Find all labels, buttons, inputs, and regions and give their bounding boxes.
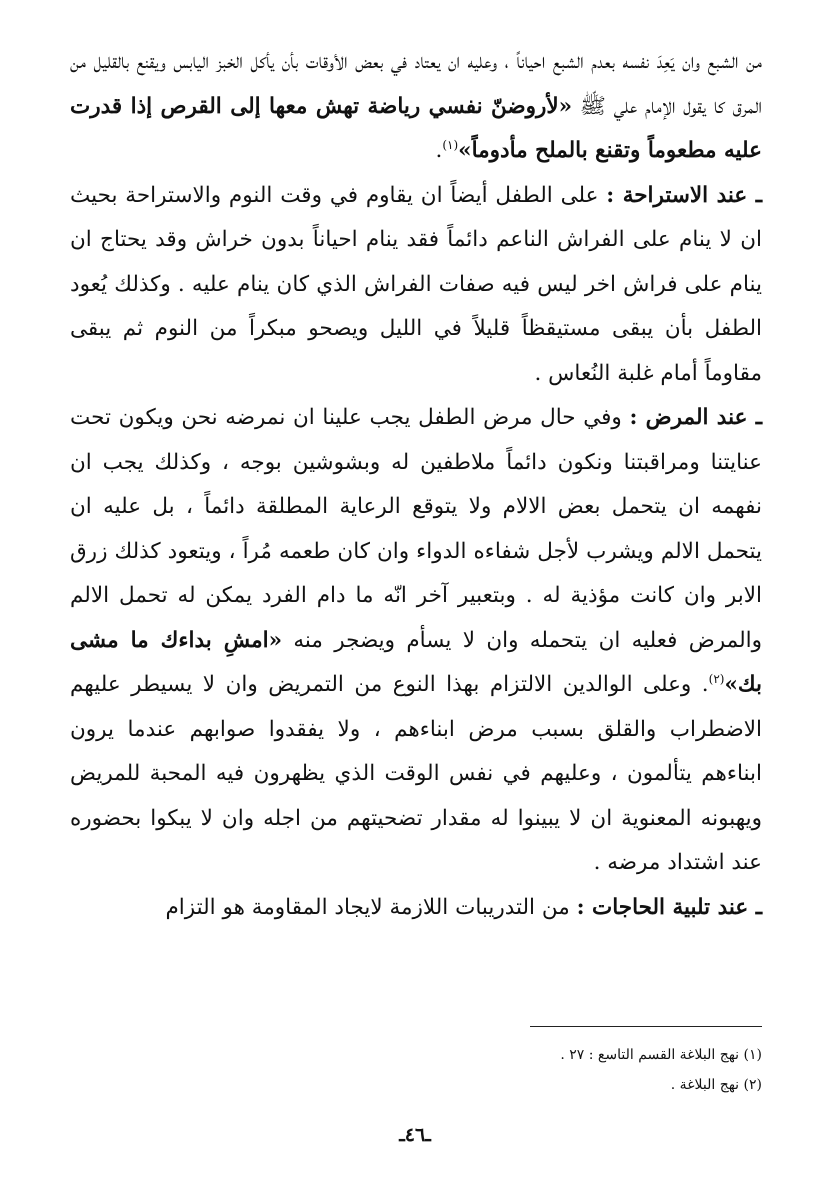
section-heading: ـ عند الاستراحة : <box>606 182 762 208</box>
paragraph-text: من الشبع وان يَعِدَ نفسه بعدم الشبع احياناً ، وعليه ان يعتاد في بعض الأوقات بأن يأكل الخبز اليابس ويقنع بالقليل من المرق كا يقول الإمام علي ﷺ <box>70 49 762 119</box>
paragraph-rest <box>70 174 762 397</box>
page-number: ـ٤٦ـ <box>399 1124 431 1146</box>
paragraph-tail: . وعلى الوالدين الالتزام بهذا النوع من التمريض وان لا يسيطر عليهم الاضطراب والقلق بسبب مرض ابناءهم ، ولا يفقدوا صوابهم عندما يرون ابناءهم يتألمون ، وعليهم في نفس الوقت الذي يظهرون فيه المحبة للمريض ويهبونه المعنوية ان لا يبينوا له مقدار تضحيتهم من اجله وان لا يبكوا بحضوره عند اشتداد مرضه . <box>70 672 762 875</box>
paragraph-needs <box>70 886 762 931</box>
quotation: «امشِ بداءك ما مشى بك» <box>70 627 762 697</box>
footnote-reference[interactable]: (١) <box>442 137 459 152</box>
footnote-1: (١) نهج البلاغة القسم التاسع : ٢٧ . <box>560 1047 762 1063</box>
section-heading: ـ عند المرض : <box>629 405 762 430</box>
paragraph-text: من التدريبات اللازمة لايجاد المقاومة هو التزام <box>165 894 577 920</box>
footnote-separator <box>530 1026 762 1027</box>
body-text <box>70 40 762 930</box>
quotation: «لأروضنّ نفسي رياضة تهش معها إلى القرص إذا قدرت عليه مطعوماً وتقنع بالملح مأدوماً» <box>70 93 762 163</box>
footnote-2: (٢) نهج البلاغة . <box>670 1077 762 1093</box>
paragraph-diet <box>70 40 762 174</box>
section-heading: ـ عند تلبية الحاجات : <box>576 894 762 920</box>
paragraph-text: وفي حال مرض الطفل يجب علينا ان نمرضه نحن ويكون تحت عنايتنا ومراقبتنا ونكون دائماً ملاطفين له وبشوشين بوجه ، وكذلك يجب ان نفهمه ان يتحمل بعض الالام ولا يتوقع الرعاية المطلقة دائماً ، بل عليه ان يتحمل الالم ويشرب لأجل شفاءه الدواء وان كان طعمه مُراً ، ويتعود كذلك زرق الابر وان كانت مؤذية له . وبتعبير آخر انّه ما دام الفرد يمكن له تحمل الالم والمرض فعليه ان يتحمله وان لا يسأم ويضجر منه <box>70 405 762 653</box>
paragraph-tail: . <box>435 138 443 163</box>
footnotes <box>300 1040 762 1100</box>
paragraph-illness <box>70 396 762 886</box>
paragraph-text: على الطفل أيضاً ان يقاوم في وقت النوم والاستراحة بحيث ان لا ينام على الفراش الناعم دائماً فقد ينام احياناً بدون خراش وقد يحتاج ان ينام على فراش اخر ليس فيه صفات الفراش الذي كان ينام عليه . وكذلك يُعود الطفل بأن يبقى مستيقظاً قليلاً في الليل ويصحو مبكراً من النوم ثم يبقى مقاوماً أمام غلبة النُعاس . <box>70 182 762 386</box>
footnote-reference[interactable]: (٢) <box>708 671 725 686</box>
